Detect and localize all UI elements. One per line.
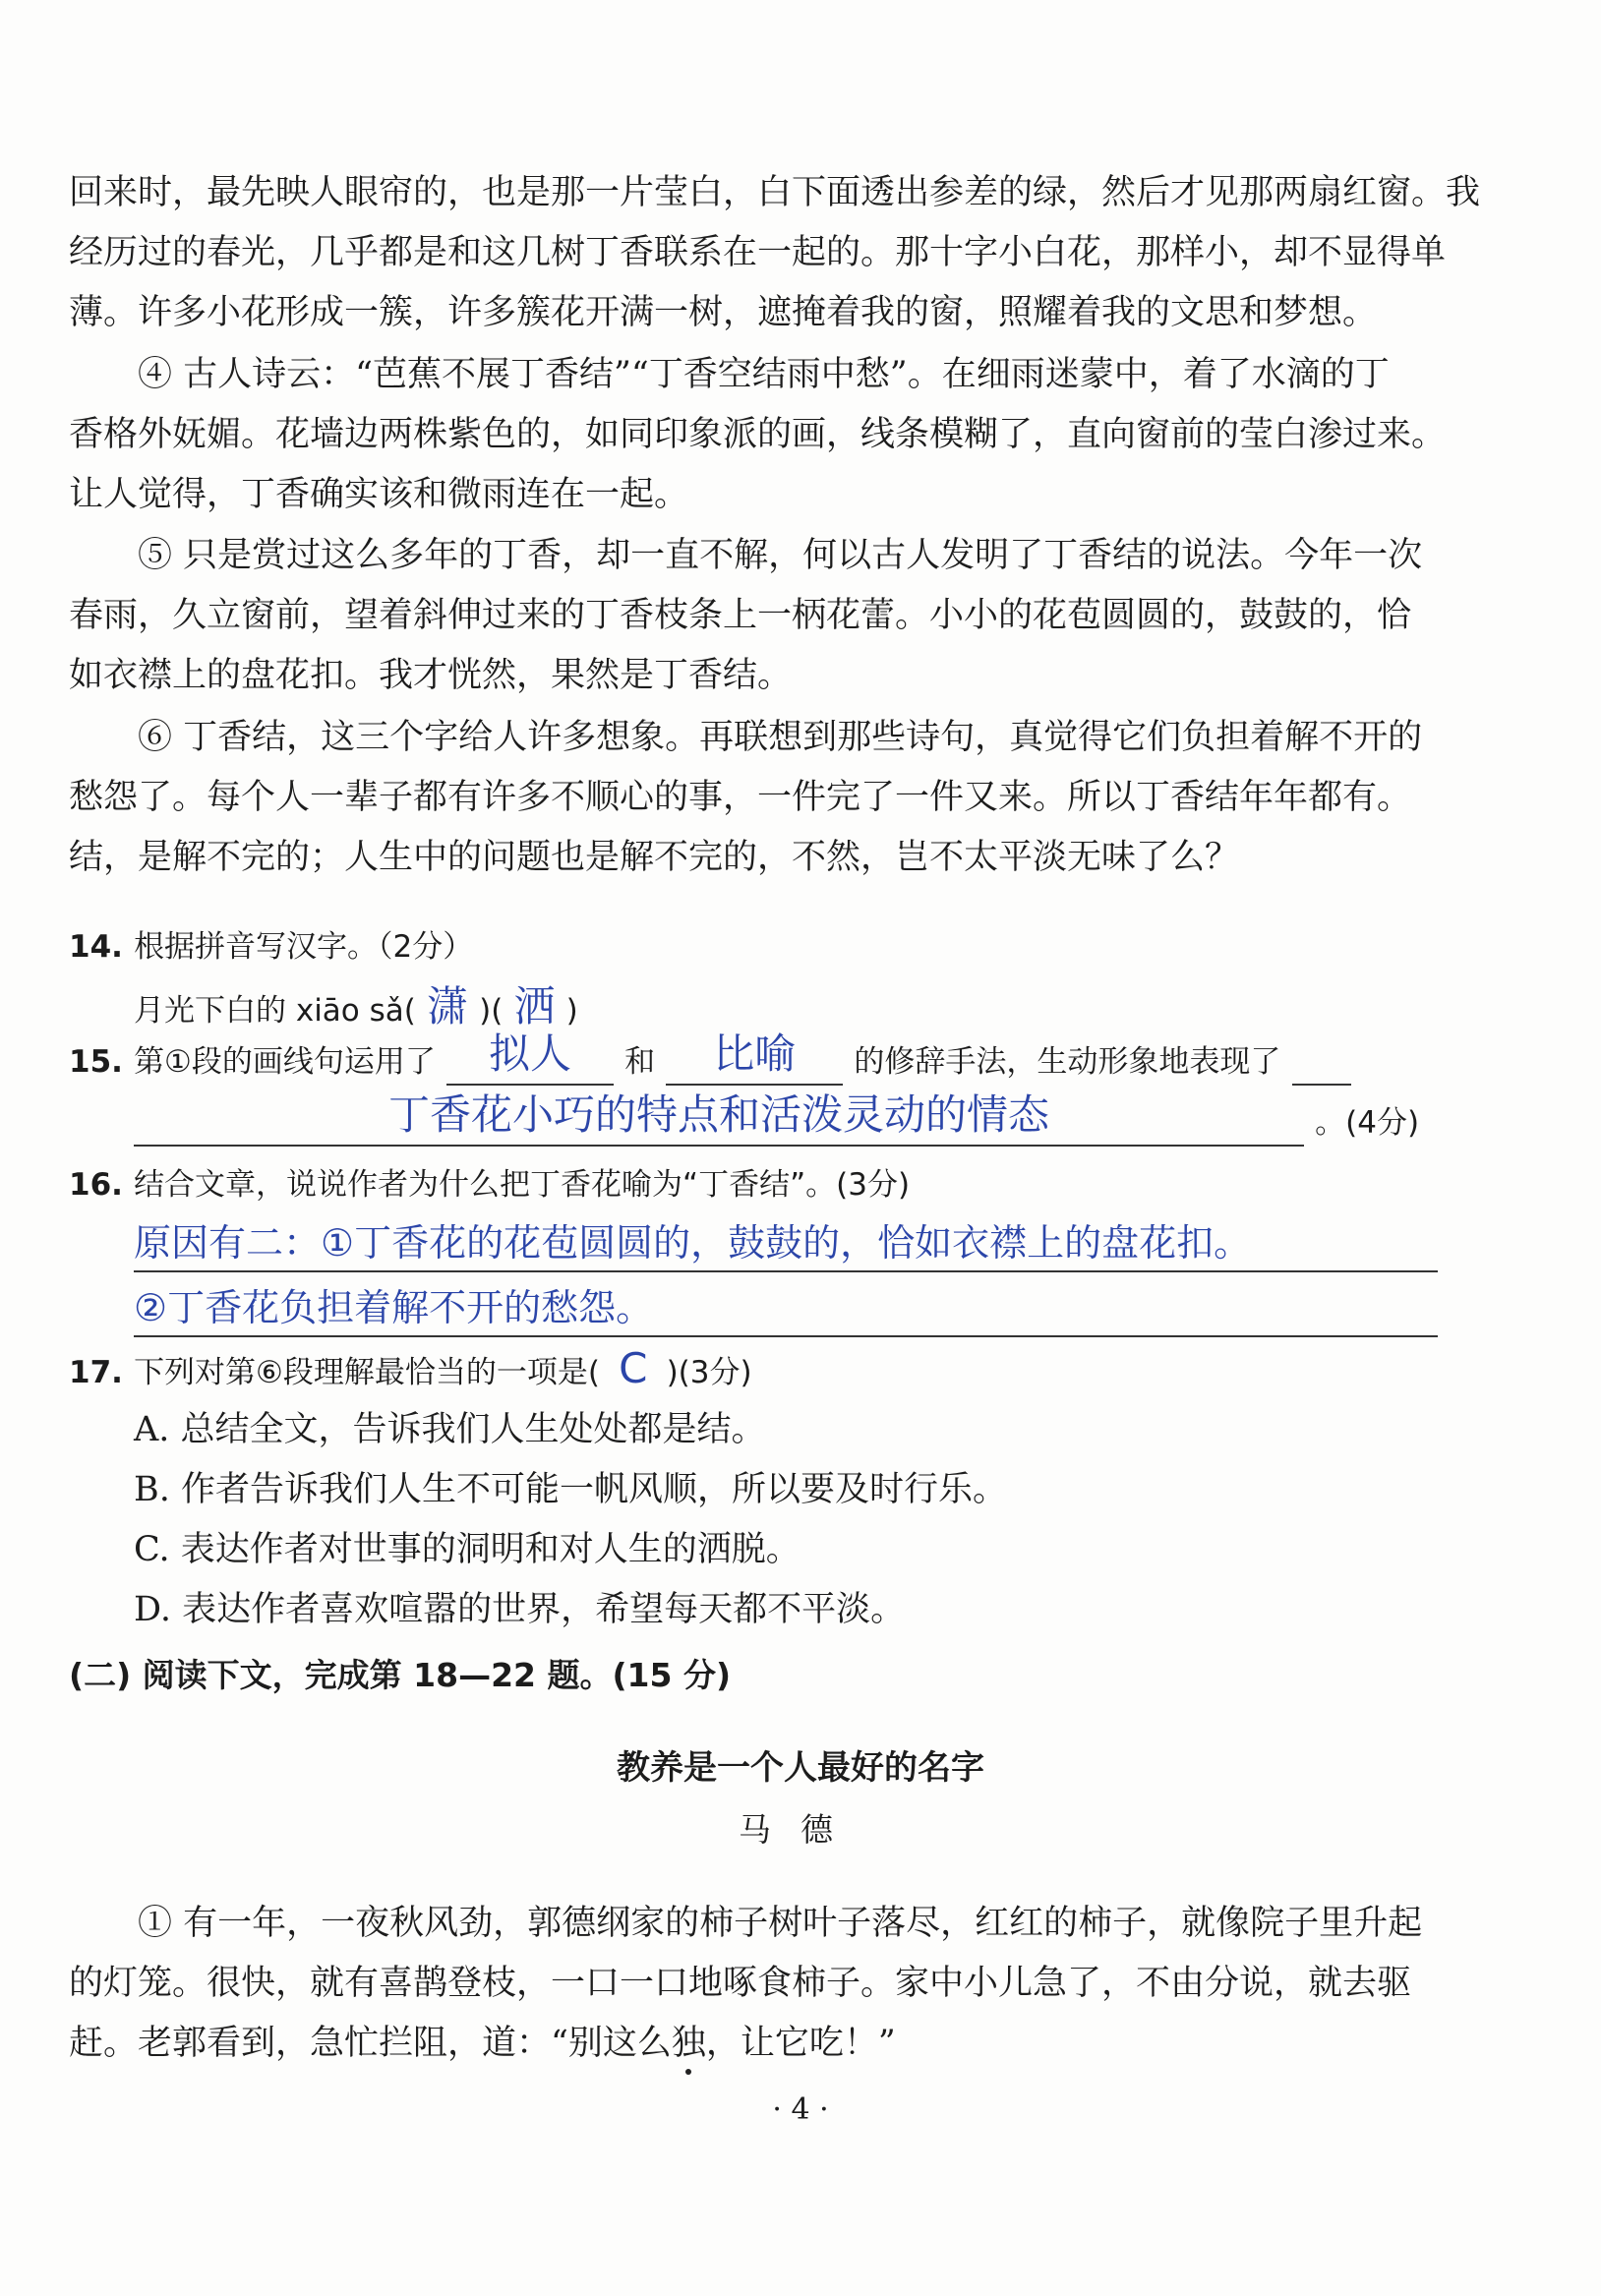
handwritten-answer: 潇 (427, 982, 469, 1030)
handwritten-answer: ②丁香花负担着解不开的愁怨。 (134, 1286, 654, 1329)
question-text: )(3分) (666, 1355, 752, 1390)
question-text: 和 (624, 1044, 656, 1080)
passage-line: 回来时，最先映人眼帘的，也是那一片莹白，白下面透出参差的绿，然后才见那两扇红窗。我 (69, 173, 1481, 212)
answer-blank (666, 1030, 843, 1086)
passage-line: 香格外妩媚。花墙边两株紫色的，如同印象派的画，线条模糊了，直向窗前的莹白渗过来。 (69, 415, 1447, 454)
question-text: 的修辞手法，生动形象地表现了 (854, 1044, 1281, 1080)
answer-blank (446, 1030, 614, 1086)
passage-line: 愁怨了。每个人一辈子都有许多不顺心的事，一件完了一件又来。所以丁香结年年都有。 (69, 778, 1412, 817)
handwritten-answer: 丁香花小巧的特点和活泼灵动的情态 (387, 1090, 1049, 1139)
passage-line: 春雨，久立窗前，望着斜伸过来的丁香枝条上一柄花蕾。小小的花苞圆圆的，鼓鼓的，恰 (69, 596, 1412, 635)
question-number: 14. (69, 929, 123, 965)
passage-line: 让人觉得，丁香确实该和微雨连在一起。 (69, 475, 689, 514)
prompt-text: 月光下白的 xiāo sǎ( (134, 993, 416, 1029)
passage-line: 经历过的春光，几乎都是和这几树丁香联系在一起的。那十字小白花，那样小，却不显得单 (69, 233, 1447, 272)
question-number: 16. (69, 1167, 123, 1203)
passage-line: 薄。许多小花形成一簇，许多簇花开满一树，遮掩着我的窗，照耀着我的文思和梦想。 (69, 293, 1378, 332)
emphasized-char: 独 (671, 2024, 706, 2063)
answer-blank (1292, 1034, 1351, 1086)
question-text: 结合文章，说说作者为什么把丁香花喻为“丁香结”。(3分) (134, 1167, 911, 1203)
bracket-text: ) (565, 993, 578, 1029)
handwritten-answer: 比喻 (713, 1030, 797, 1078)
question-17 (69, 1345, 1507, 1396)
passage-text: 赶。老郭看到，急忙拦阻，道：“别这么 (69, 2024, 672, 2063)
question-text: 根据拼音写汉字。（2分） (134, 929, 474, 965)
handwritten-answer: 拟人 (488, 1030, 571, 1078)
answer-line (134, 1211, 1438, 1272)
passage-line: 的灯笼。很快，就有喜鹊登枝，一口一口地啄食柿子。家中小儿急了，不由分说，就去驱 (69, 1964, 1412, 2003)
article-author: 马德 (739, 1810, 862, 1849)
question-15 (69, 1030, 1507, 1086)
answer-blank (134, 1090, 1304, 1147)
passage-text: ，让它吃！” (705, 2024, 896, 2063)
handwritten-answer: 洒 (513, 982, 556, 1030)
answer-line (134, 1276, 1438, 1337)
article-title: 教养是一个人最好的名字 (617, 1748, 984, 1788)
passage-line: 结，是解不完的；人生中的问题也是解不完的，不然，岂不太平淡无味了么？ (69, 838, 1240, 877)
page-number: · 4 · (772, 2092, 829, 2127)
passage-line: ⑤ 只是赏过这么多年的丁香，却一直不解，何以古人发明了丁香结的说法。今年一次 (138, 536, 1423, 575)
passage-line: ① 有一年，一夜秋风劲，郭德纲家的柿子树叶子落尽，红红的柿子，就像院子里升起 (138, 1904, 1423, 1943)
passage-line: ⑥ 丁香结，这三个字给人许多想象。再联想到那些诗句，真觉得它们负担着解不开的 (138, 718, 1423, 757)
handwritten-answer: 原因有二：①丁香花的花苞圆圆的，鼓鼓的，恰如衣襟上的盘花扣。 (134, 1221, 1252, 1265)
question-number: 17. (69, 1355, 123, 1390)
question-text: 下列对第⑥段理解最恰当的一项是( (134, 1355, 600, 1390)
question-number: 15. (69, 1044, 123, 1080)
option-c: C. 表达作者对世事的洞明和对人生的洒脱。 (134, 1530, 800, 1569)
passage-line (69, 2020, 1507, 2067)
option-d: D. 表达作者喜欢喧嚣的世界，希望每天都不平淡。 (134, 1590, 906, 1629)
option-b: B. 作者告诉我们人生不可能一帆风顺，所以要及时行乐。 (134, 1470, 1007, 1509)
section-heading: (二) 阅读下文，完成第 18—22 题。(15 分) (69, 1656, 732, 1694)
passage-line: ④ 古人诗云：“芭蕉不展丁香结”“丁香空结雨中愁”。在细雨迷蒙中，着了水滴的丁 (138, 355, 1390, 394)
question-text: 第①段的画线句运用了 (134, 1044, 436, 1080)
option-a: A. 总结全文，告诉我们人生处处都是结。 (134, 1410, 766, 1449)
handwritten-answer: C (619, 1344, 648, 1392)
bracket-text: )( (479, 993, 504, 1029)
question-14-answer-row (134, 983, 1507, 1034)
question-text: 。(4分) (1315, 1105, 1420, 1141)
question-14 (69, 922, 1507, 971)
passage-line: 如衣襟上的盘花扣。我才恍然，果然是丁香结。 (69, 656, 793, 695)
question-15-continued (134, 1090, 1507, 1147)
question-16 (69, 1160, 1507, 1208)
